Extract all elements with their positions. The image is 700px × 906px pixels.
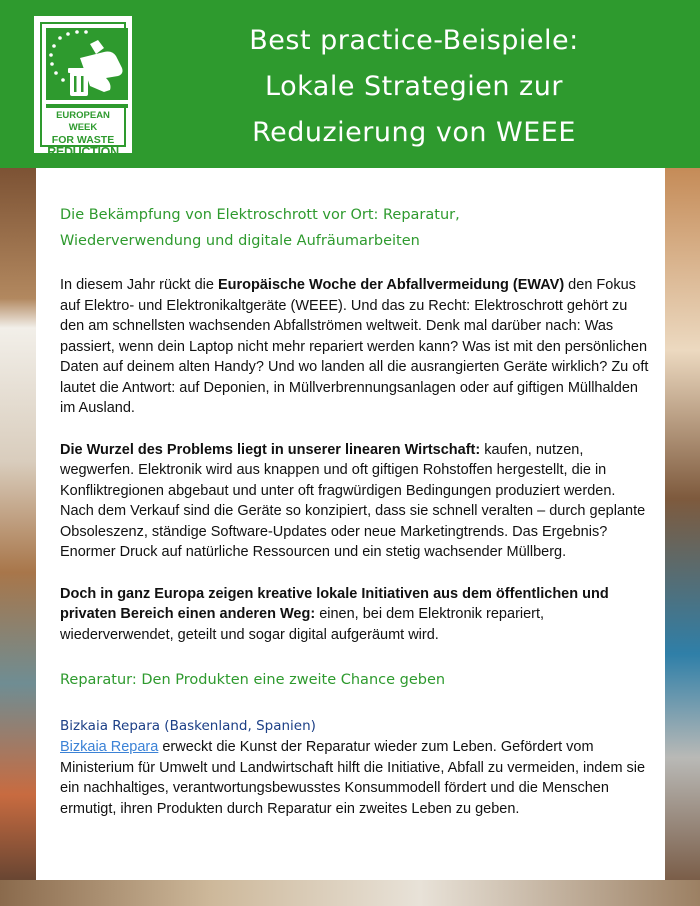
case-title-bizkaia-repara: Bizkaia Repara (Baskenland, Spanien) bbox=[60, 718, 316, 734]
ewav-highlight: Europäische Woche der Abfallvermeidung (EWAV) bbox=[217, 277, 565, 293]
bizkaia-repara-link[interactable]: Bizkaia Repara bbox=[60, 739, 159, 755]
problem-paragraph: Die Wurzel des Problems liegt in unserer linearen Wirtschaft: kaufen, nutzen, wegwerfen. Elektronik wird aus knappen und oft giftigen Rohstoffen hergestellt, die in Konfliktregionen abgebaut und unter oft fragwürdigen Bedingungen produziert werden. Nach dem Verkauf sind die Geräte so konzipiert, dass sie schnell veralten – durch geplante Obsoleszenz, ständige Software-Updates oder neue Marketingtrends. Das Ergebnis? Enormer Druck auf natürliche Ressourcen und ein stetig wachsender Müllberg. bbox=[60, 441, 646, 560]
header-banner bbox=[0, 0, 700, 168]
page-title-line-2: Lokale Strategien zur bbox=[265, 71, 563, 102]
logo-line-1: EUROPEAN WEEK bbox=[56, 110, 110, 133]
problem-highlight: Die Wurzel des Problems liegt in unserer linearen Wirtschaft: bbox=[60, 441, 481, 458]
logo-illustration bbox=[46, 28, 128, 108]
logo-wordmark bbox=[44, 110, 122, 158]
hand-bin-stars-icon bbox=[46, 28, 128, 108]
background-workshop-bottom bbox=[0, 880, 700, 906]
case-paragraph-bizkaia-repara: Bizkaia Repara erweckt die Kunst der Reparatur wieder zum Leben. Gefördert vom Ministerium für Umwelt und Landwirtschaft hilft die Initiative, Abfall zu vermeiden, indem sie ein nachhaltiges, verantwortungsbewusstes Konsummodell fördert und die Menschen ermutigt, ihren Produkten durch Reparatur ein zweites Leben zu geben. bbox=[60, 739, 646, 817]
content-panel bbox=[36, 168, 665, 880]
background-workshop-right bbox=[664, 165, 700, 906]
section-heading-local-fight bbox=[60, 202, 650, 254]
article-body bbox=[60, 202, 650, 819]
intro-paragraph: In diesem Jahr rückt die Europäische Woche der Abfallvermeidung (EWAV) den Fokus auf Elektro- und Elektronikaltgeräte (WEEE). Und das zu Recht: Elektroschrott gehört zu den am schnellsten wachsenden Abfallströmen weltweit. Denk mal darüber nach: Was passiert, wenn dein Laptop nicht mehr repariert werden kann? Was ist mit den persönlichen Daten auf deinem alten Handy? Und wo landen all die ausrangierten Geräte wirklich? Zu oft lautet die Antwort: auf Deponien, in Müllverbrennungsanlagen oder auf giftigen Müllhalden im Ausland. bbox=[60, 277, 649, 416]
background-workshop-left bbox=[0, 165, 36, 906]
section-heading-line-1: Die Bekämpfung von Elektroschrott vor Ort: Reparatur, bbox=[60, 207, 460, 223]
initiatives-highlight: Doch in ganz Europa zeigen kreative lokale Initiativen aus dem öffentlichen und privaten Bereich einen anderen Weg: bbox=[60, 585, 609, 622]
logo-line-2: FOR WASTE bbox=[51, 134, 115, 146]
logo-line-3: REDUCTION bbox=[47, 145, 119, 159]
section-heading-repair: Reparatur: Den Produkten eine zweite Chance geben bbox=[60, 672, 446, 688]
page-title-line-3: Reduzierung von WEEE bbox=[252, 117, 576, 148]
page-title-line-1: Best practice-Beispiele: bbox=[249, 25, 579, 56]
page-title bbox=[150, 18, 678, 156]
ewwr-logo bbox=[34, 16, 132, 159]
section-heading-line-2: Wiederverwendung und digitale Aufräumarbeiten bbox=[60, 233, 420, 249]
initiatives-paragraph: Doch in ganz Europa zeigen kreative lokale Initiativen aus dem öffentlichen und privaten Bereich einen anderen Weg: einen, bei dem Elektronik repariert, wiederverwendet, geteilt und sogar digital aufgeräumt wird. bbox=[60, 585, 609, 643]
